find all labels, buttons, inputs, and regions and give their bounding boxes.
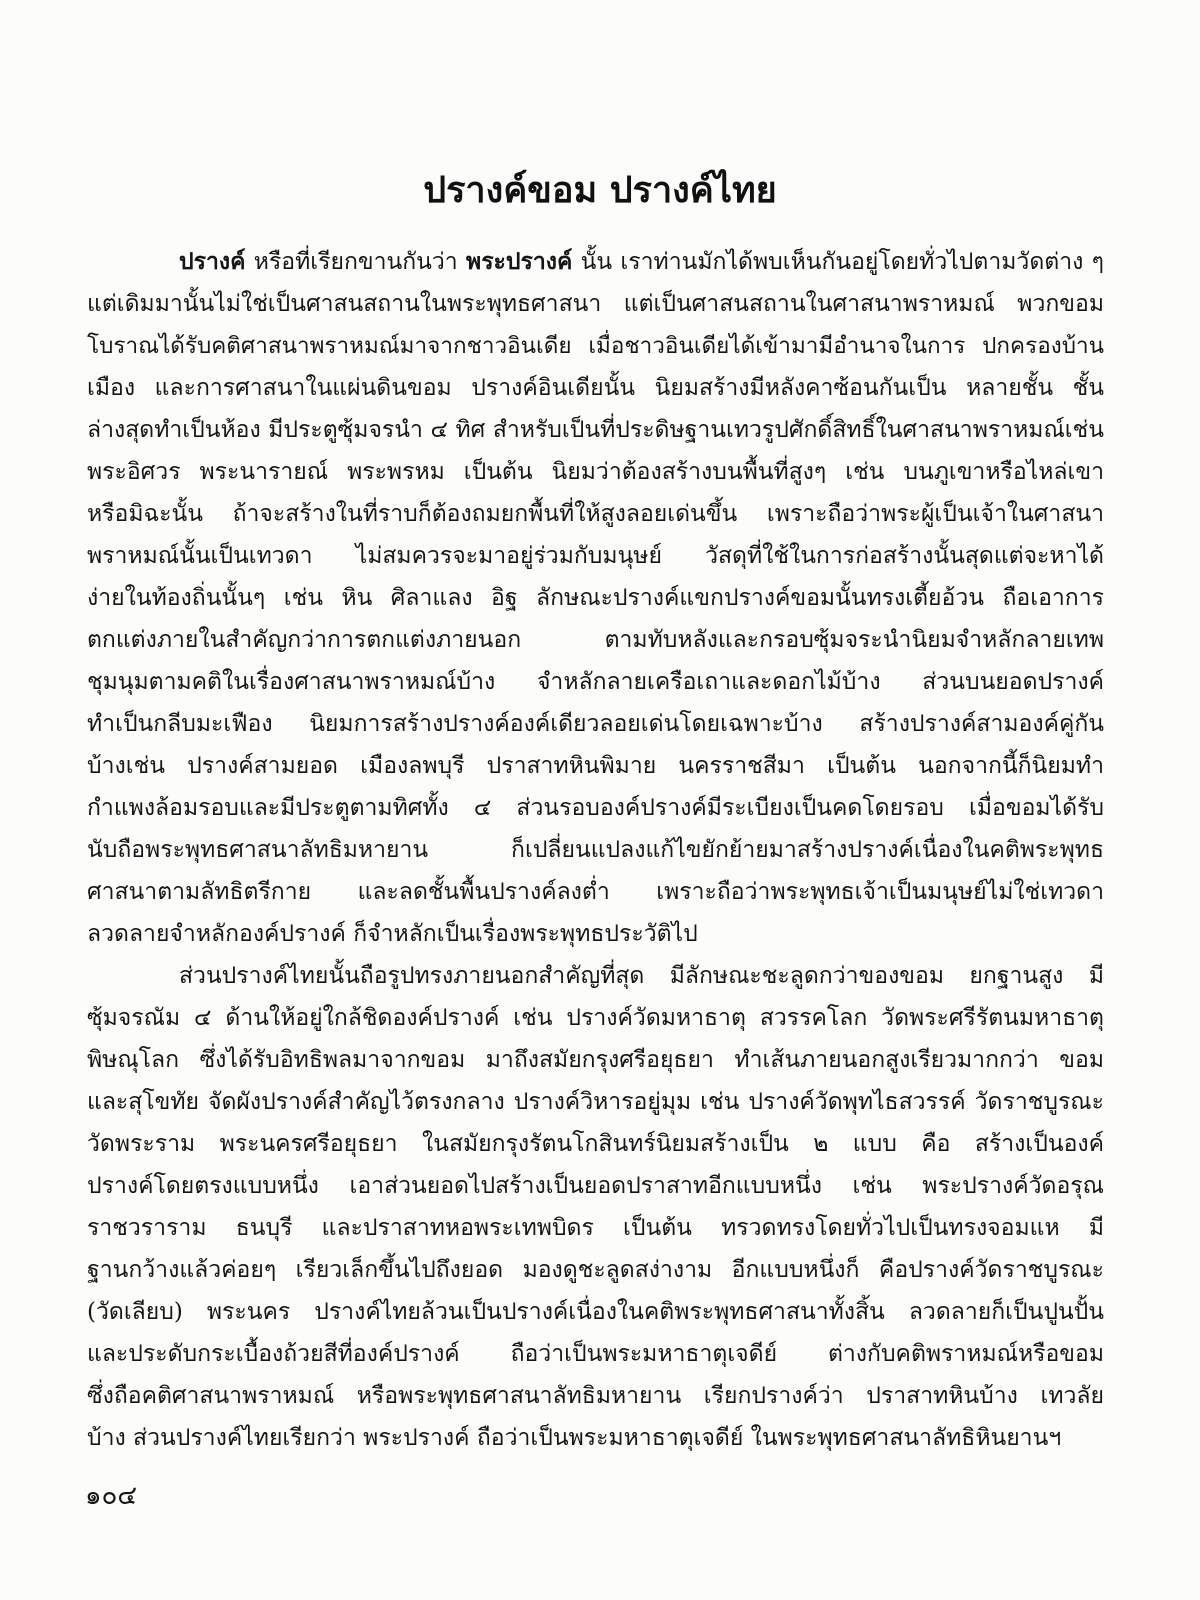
paragraph-line: ล่างสุดทำเป็นห้อง มีประตูซุ้มจรนำ ๔ ทิศ สำหรับเป็นที่ประดิษฐานเทวรูปศักดิ์สิทธิ์ในศาสนาพราหมณ์เช่น — [87, 417, 1104, 443]
paragraph-line: พิษณุโลก ซึ่งได้รับอิทธิพลมาจากขอม มาถึงสมัยกรุงศรีอยุธยา ทำเส้นภายนอกสูงเรียวมากกว่า ขอม — [87, 1047, 1104, 1073]
paragraph-1 — [87, 241, 1104, 955]
text-body — [87, 241, 1104, 1459]
paragraph-line: ซุ้มจรณัม ๔ ด้านให้อยู่ใกล้ชิดองค์ปรางค์ เช่น ปรางค์วัดมหาธาตุ สวรรคโลก วัดพระศรีรัตนมหาธาตุ — [87, 1005, 1104, 1031]
paragraph-line: เมือง และการศาสนาในแผ่นดินขอม ปรางค์อินเดียนั้น นิยมสร้างมีหลังคาซ้อนกันเป็น หลายชั้น ชั้น — [87, 375, 1104, 401]
paragraph-line: (วัดเลียบ) พระนคร ปรางค์ไทยล้วนเป็นปรางค์เนื่องในคติพระพุทธศาสนาทั้งสิ้น ลวดลายก็เป็นปูนปั้น — [87, 1299, 1104, 1325]
paragraph-line: ชุมนุมตามคติในเรื่องศาสนาพราหมณ์บ้าง จำหลักลายเครือเถาและดอกไม้บ้าง ส่วนบนยอดปรางค์ — [87, 669, 1104, 695]
paragraph-line: พราหมณ์นั้นเป็นเทวดา ไม่สมควรจะมาอยู่ร่วมกับมนุษย์ วัสดุที่ใช้ในการก่อสร้างนั้นสุดแต่จะหาได้ — [87, 543, 1104, 569]
paragraph-line: ส่วนปรางค์ไทยนั้นถือรูปทรงภายนอกสำคัญที่สุด มีลักษณะชะลูดกว่าของขอม ยกฐานสูง มี — [179, 963, 1104, 989]
paragraph-line: ปรางค์โดยตรงแบบหนึ่ง เอาส่วนยอดไปสร้างเป็นยอดปราสาทอีกแบบหนึ่ง เช่น พระปรางค์วัดอรุณ — [87, 1173, 1104, 1199]
paragraph-line: ตกแต่งภายในสำคัญกว่าการตกแต่งภายนอก ตามทับหลังและกรอบซุ้มจระนำนิยมจำหลักลายเทพ — [87, 627, 1104, 653]
paragraph-line: ราชวราราม ธนบุรี และปราสาทหอพระเทพบิดร เป็นต้น ทรวดทรงโดยทั่วไปเป็นทรงจอมแห มี — [87, 1215, 1104, 1241]
bold-term-prang: ปรางค์ — [179, 248, 246, 275]
paragraph-line: และสุโขทัย จัดผังปรางค์สำคัญไว้ตรงกลาง ปรางค์วิหารอยู่มุม เช่น ปรางค์วัดพุทไธสวรรค์ วัดราชบูรณะ — [87, 1089, 1104, 1115]
intro-text: หรือที่เรียกขานกันว่า — [245, 249, 467, 275]
paragraph-line: ทำเป็นกลีบมะเฟือง นิยมการสร้างปรางค์องค์เดียวลอยเด่นโดยเฉพาะบ้าง สร้างปรางค์สามองค์คู่กัน — [87, 711, 1104, 737]
paragraph-line: แต่เดิมมานั้นไม่ใช่เป็นศาสนสถานในพระพุทธศาสนา แต่เป็นศาสนสถานในศาสนาพราหมณ์ พวกขอม — [87, 291, 1104, 317]
intro-text: นั้น เราท่านมักได้พบเห็นกันอยู่โดยทั่วไปตามวัดต่าง ๆ — [572, 249, 1104, 275]
paragraph-line: ศาสนาตามลัทธิตรีกาย และลดชั้นพื้นปรางค์ลงต่ำ เพราะถือว่าพระพุทธเจ้าเป็นมนุษย์ไม่ใช่เทวดา — [87, 879, 1104, 905]
paragraph-line: บ้างเช่น ปรางค์สามยอด เมืองลพบุรี ปราสาทหินพิมาย นครราชสีมา เป็นต้น นอกจากนี้ก็นิยมทำ — [87, 753, 1104, 779]
paragraph-line: โบราณได้รับคติศาสนาพราหมณ์มาจากชาวอินเดีย เมื่อชาวอินเดียได้เข้ามามีอำนาจในการ ปกครองบ้าน — [87, 333, 1104, 359]
page-title: ปรางค์ขอม ปรางค์ไทย — [423, 169, 777, 211]
paragraph-line: วัดพระราม พระนครศรีอยุธยา ในสมัยกรุงรัตนโกสินทร์นิยมสร้างเป็น ๒ แบบ คือ สร้างเป็นองค์ — [87, 1131, 1104, 1157]
paragraph-line: พระอิศวร พระนารายณ์ พระพรหม เป็นต้น นิยมว่าต้องสร้างบนพื้นที่สูงๆ เช่น บนภูเขาหรือไหล่เขา — [87, 459, 1104, 485]
paragraph-line: ฐานกว้างแล้วค่อยๆ เรียวเล็กขึ้นไปถึงยอด มองดูชะลูดสง่างาม อีกแบบหนึ่งก็ คือปรางค์วัดราชบูรณะ — [87, 1257, 1104, 1283]
paragraph-line: นับถือพระพุทธศาสนาลัทธิมหายาน ก็เปลี่ยนแปลงแก้ไขยักย้ายมาสร้างปรางค์เนื่องในคติพระพุทธ — [87, 837, 1104, 863]
paragraph-2 — [87, 955, 1104, 1459]
paragraph-line-intro — [87, 241, 1104, 283]
paragraph-line: กำแพงล้อมรอบและมีประตูตามทิศทั้ง ๔ ส่วนรอบองค์ปรางค์มีระเบียงเป็นคดโดยรอบ เมื่อขอมได้รับ — [87, 795, 1104, 821]
page-number: ๑๐๔ — [85, 1481, 138, 1511]
paragraph-line: ลวดลายจำหลักองค์ปรางค์ ก็จำหลักเป็นเรื่องพระพุทธประวัติไป — [87, 921, 698, 947]
paragraph-line: หรือมิฉะนั้น ถ้าจะสร้างในที่ราบก็ต้องถมยกพื้นที่ให้สูงลอยเด่นขึ้น เพราะถือว่าพระผู้เป็นเจ้าในศาสนา — [87, 501, 1104, 527]
paragraph-line: และประดับกระเบื้องถ้วยสีที่องค์ปรางค์ ถือว่าเป็นพระมหาธาตุเจดีย์ ต่างกับคติพราหมณ์หรือขอม — [87, 1341, 1104, 1367]
paragraph-line: บ้าง ส่วนปรางค์ไทยเรียกว่า พระปรางค์ ถือว่าเป็นพระมหาธาตุเจดีย์ ในพระพุทธศาสนาลัทธิหินยานฯ — [87, 1425, 1062, 1451]
bold-term-phra-prang: พระปรางค์ — [466, 248, 573, 275]
paragraph-line: ง่ายในท้องถิ่นนั้นๆ เช่น หิน ศิลาแลง อิฐ ลักษณะปรางค์แขกปรางค์ขอมนั้นทรงเตี้ยอ้วน ถือเอาการ — [87, 585, 1104, 611]
paragraph-line: ซึ่งถือคติศาสนาพราหมณ์ หรือพระพุทธศาสนาลัทธิมหายาน เรียกปรางค์ว่า ปราสาทหินบ้าง เทวลัย — [87, 1383, 1104, 1409]
